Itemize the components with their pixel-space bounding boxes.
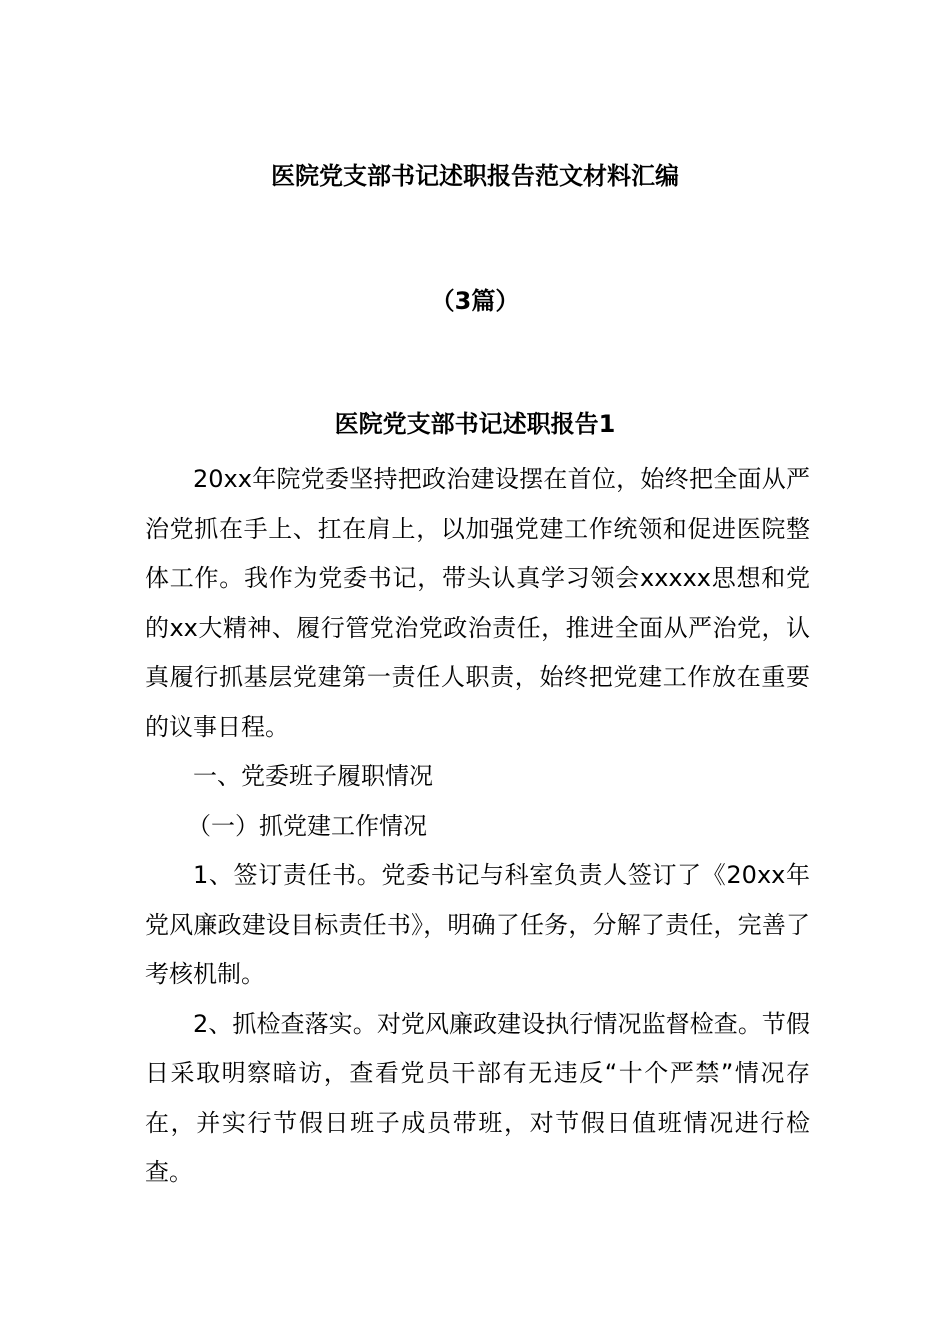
report-title: 医院党支部书记述职报告1	[334, 410, 616, 438]
paragraph-item-1: 1、签订责任书。党委书记与科室负责人签订了《20xx年党风廉政建设目标责任书》，明确了任务，分解了责任，完善了考核机制。	[145, 861, 810, 988]
section-heading: 一、党委班子履职情况	[193, 762, 433, 790]
paragraph-item-2: 2、抓检查落实。对党风廉政建设执行情况监督检查。节假日采取明察暗访，查看党员干部有无违反“十个严禁”情况存在，并实行节假日班子成员带班，对节假日值班情况进行检查。	[145, 1009, 810, 1186]
document-title: 医院党支部书记述职报告范文材料汇编	[271, 162, 679, 190]
paragraph-intro: 20xx年院党委坚持把政治建设摆在首位，始终把全面从严治党抓在手上、扛在肩上，以加强党建工作统领和促进医院整体工作。我作为党委书记，带头认真学习领会xxxxx思想和党的xx大精神、履行管党治党政治责任，推进全面从严治党，认真履行抓基层党建第一责任人职责，始终把党建工作放在重要的议事日程。	[145, 465, 810, 741]
subsection-heading: （一）抓党建工作情况	[187, 811, 427, 840]
document-subtitle: （3篇）	[430, 287, 520, 315]
report-body	[145, 455, 810, 1198]
